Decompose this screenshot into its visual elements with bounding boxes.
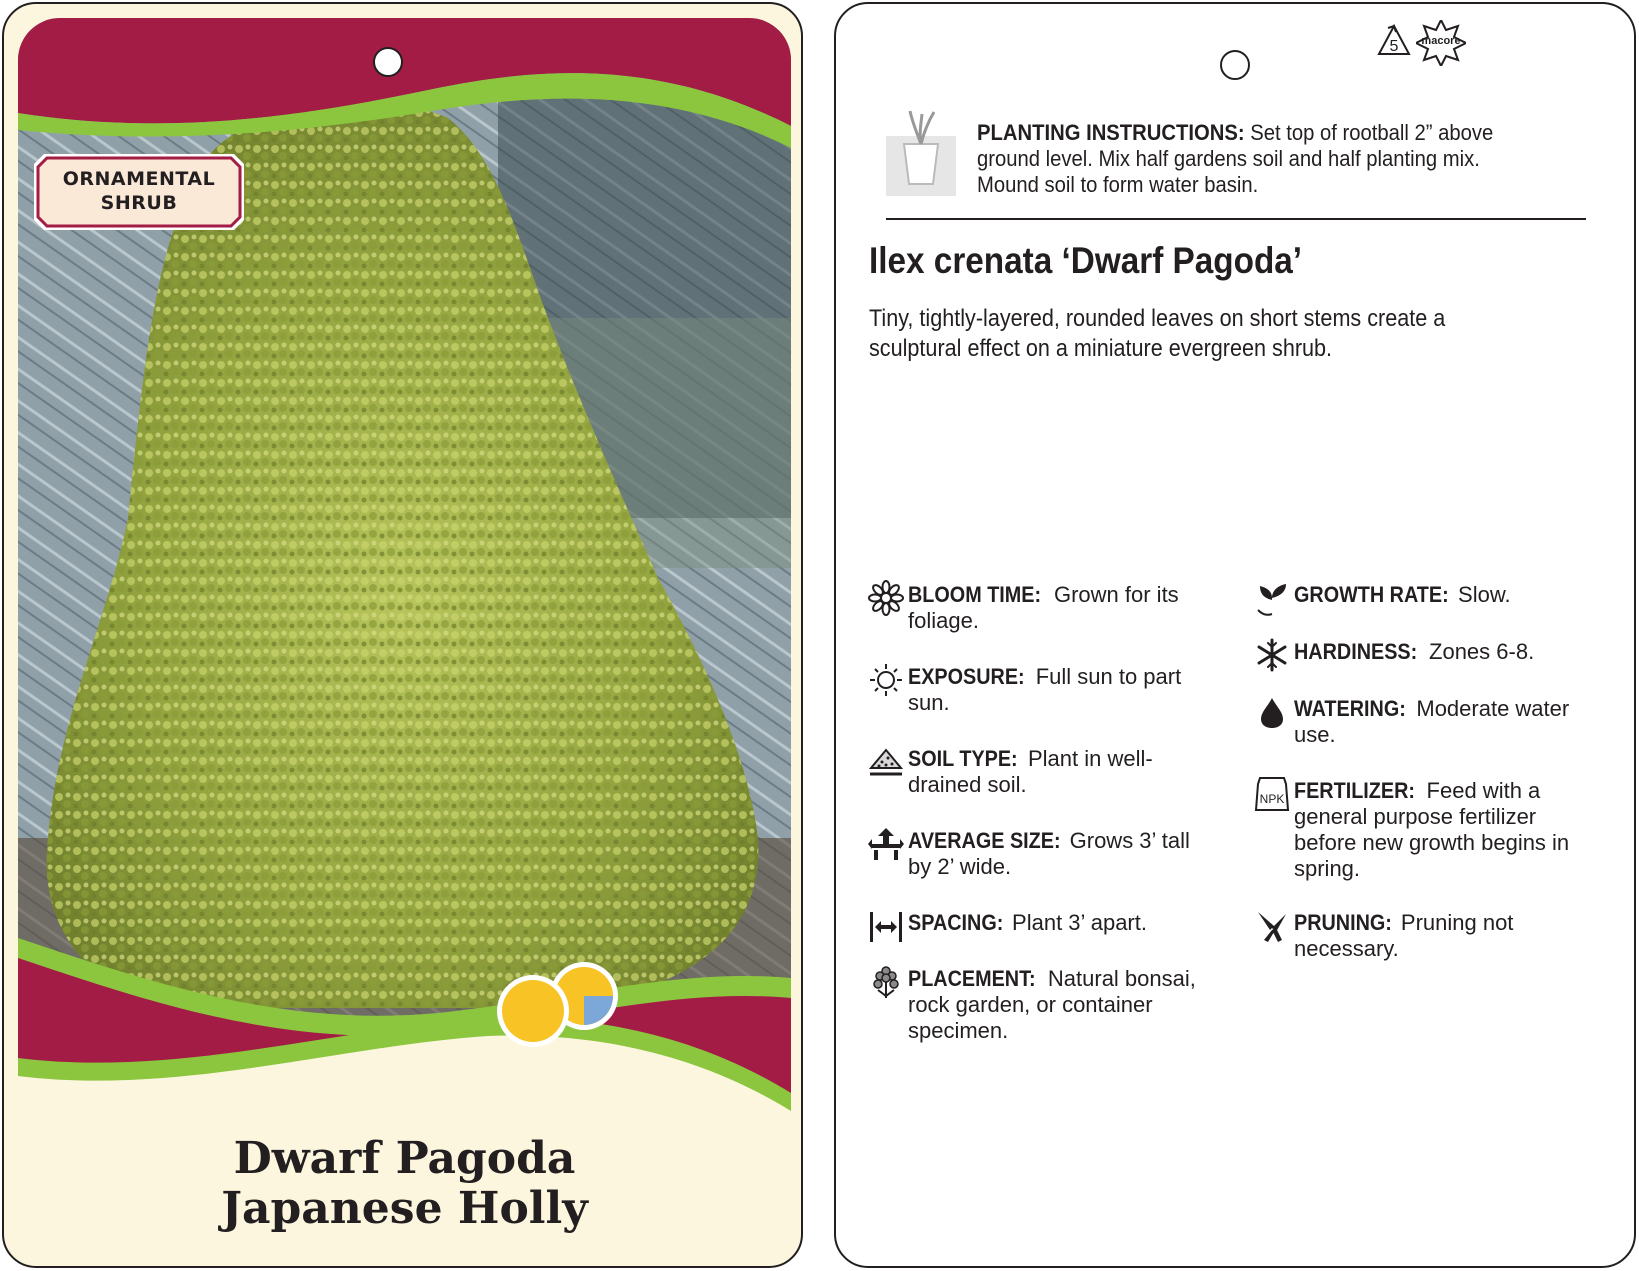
attr-value: Natural bonsai, rock garden, or container specimen. (908, 966, 1196, 1043)
recycle-number: 5 (1389, 38, 1399, 55)
botanical-name: Ilex crenata ‘Dwarf Pagoda’ (869, 240, 1303, 281)
attr-label: EXPOSURE: (908, 664, 1025, 689)
placement-icon (868, 964, 904, 1000)
npk-label: NPK (1259, 792, 1285, 806)
attr-value: Grown for its foliage. (908, 582, 1179, 633)
category-badge (34, 154, 244, 230)
water-drop-icon (1254, 694, 1290, 730)
attr-pruning (1254, 910, 1594, 962)
attr-label: SPACING: (908, 910, 1004, 935)
hanging-hole (1220, 50, 1250, 80)
attr-value: Zones 6-8. (1422, 639, 1535, 664)
full-sun-icon (497, 975, 569, 1047)
plant-description: Tiny, tightly-layered, rounded leaves on short stems create a sculptural effect on a miniature evergreen shrub. (869, 305, 1446, 362)
macore-label: macore (1421, 35, 1461, 47)
attr-watering (1254, 696, 1599, 748)
common-name-line-1: Dwarf Pagoda (233, 1133, 576, 1184)
recycle-icon (1374, 22, 1414, 62)
attr-value: Slow. (1451, 582, 1511, 607)
attr-label: SOIL TYPE: (908, 746, 1018, 771)
attr-label: BLOOM TIME: (908, 582, 1042, 607)
attr-fertilizer (1254, 778, 1599, 882)
common-name-line-2: Japanese Holly (221, 1183, 588, 1234)
front-tag (2, 2, 803, 1268)
macore-logo (1416, 20, 1466, 66)
attr-spacing (868, 910, 1208, 944)
size-icon (868, 826, 904, 862)
planting-instructions (977, 120, 1547, 198)
badge-line-1: ORNAMENTAL (62, 168, 216, 190)
attr-label: PRUNING: (1294, 910, 1392, 935)
attr-label: AVERAGE SIZE: (908, 828, 1061, 853)
attr-soil-type (868, 746, 1208, 798)
attr-value: Pruning not necessary. (1294, 910, 1514, 961)
attr-value: Plant in well-drained soil. (908, 746, 1153, 797)
attr-placement (868, 966, 1218, 1044)
attr-label: PLACEMENT: (908, 966, 1036, 991)
snowflake-icon (1254, 637, 1290, 673)
divider (886, 218, 1586, 220)
potted-plant-icon (886, 106, 956, 196)
badge-line-2: SHRUB (100, 192, 178, 214)
attr-label: WATERING: (1294, 696, 1406, 721)
flower-icon (868, 580, 904, 616)
attr-value: Feed with a general purpose fertilizer before new growth begins in spring. (1294, 778, 1570, 881)
attr-average-size (868, 828, 1218, 880)
attr-value: Full sun to part sun. (908, 664, 1182, 715)
npk-icon (1254, 776, 1290, 812)
attr-value: Moderate water use. (1294, 696, 1570, 747)
attr-growth-rate (1254, 582, 1594, 616)
spacing-icon (868, 908, 904, 944)
attr-label: FERTILIZER: (1294, 778, 1415, 803)
sprout-icon (1254, 580, 1290, 616)
planting-instructions-label: PLANTING INSTRUCTIONS: (977, 120, 1245, 145)
pruners-icon (1254, 908, 1290, 944)
attr-exposure (868, 664, 1208, 716)
sun-icon (868, 662, 904, 698)
attr-label: HARDINESS: (1294, 639, 1418, 664)
attr-hardiness (1254, 639, 1594, 673)
back-tag (834, 2, 1636, 1268)
attr-bloom-time (868, 582, 1208, 634)
planting-instructions-text: Set top of rootball 2” above ground level. Mix half gardens soil and half planting mix. Mound soil to form water basin. (977, 120, 1494, 197)
attr-label: GROWTH RATE: (1294, 582, 1449, 607)
attr-value: Grows 3’ tall by 2’ wide. (908, 828, 1190, 879)
attr-value: Plant 3’ apart. (1005, 910, 1147, 935)
soil-icon (868, 744, 904, 780)
hanging-hole (373, 47, 403, 77)
